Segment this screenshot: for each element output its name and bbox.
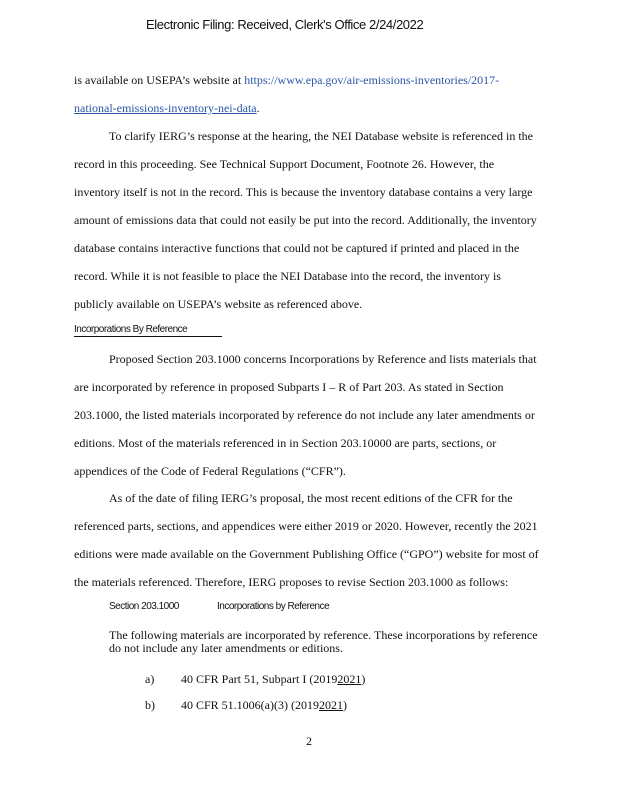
item-new-year: 2021 bbox=[319, 698, 343, 712]
para1-line: To clarify IERG’s response at the hearing, the NEI Database website is referenced in the bbox=[109, 129, 533, 143]
item-old-year: 2019 bbox=[313, 672, 338, 686]
item-new-year: 2021 bbox=[337, 672, 362, 686]
item-letter: a) bbox=[145, 672, 155, 686]
para2-line: Proposed Section 203.1000 concerns Incorporations by Reference and lists materials that bbox=[109, 352, 537, 366]
para2-line: appendices of the Code of Federal Regulations (“CFR”). bbox=[74, 464, 346, 478]
para1-line: inventory itself is not in the record. This is because the inventory database contains a very large bbox=[74, 185, 533, 199]
filing-stamp: Electronic Filing: Received, Clerk's Office 2/24/2022 bbox=[146, 17, 424, 32]
para1-line: record in this proceeding. See Technical Support Document, Footnote 26. However, the bbox=[74, 157, 495, 171]
continuation-text: is available on USEPA’s website at bbox=[74, 73, 242, 87]
continuation-line-2 bbox=[74, 101, 260, 116]
section-intro: The following materials are incorporated by reference. These incorporations by reference do not include any later amendments or editions. bbox=[109, 628, 538, 655]
para2-line: are incorporated by reference in proposed Subparts I – R of Part 203. As stated in Section bbox=[74, 380, 504, 394]
url-trailing: . bbox=[256, 101, 260, 115]
item-close: ) bbox=[343, 698, 347, 712]
para3-line: referenced parts, sections, and appendices were either 2019 or 2020. However, recently the 2021 bbox=[74, 519, 538, 533]
para1-line: publicly available on USEPA’s website as referenced above. bbox=[74, 297, 363, 311]
para2-line: 203.1000, the listed materials incorporated by reference do not include any later amendments or bbox=[74, 408, 535, 422]
item-old-year: 2019 bbox=[295, 698, 319, 712]
section-heading: Incorporations By Reference bbox=[74, 323, 222, 337]
para1-line: database contains interactive functions that could not be captured if printed and placed in the bbox=[74, 241, 520, 255]
item-text: 40 CFR Part 51, Subpart I ( bbox=[181, 672, 314, 686]
item-text: 40 CFR 51.1006(a)(3) ( bbox=[181, 698, 295, 712]
list-item bbox=[181, 698, 347, 713]
page-number: 2 bbox=[306, 734, 312, 748]
continuation-line bbox=[74, 73, 499, 88]
para3-line: editions were made available on the Government Publishing Office (“GPO”) website for most of bbox=[74, 547, 539, 561]
para3-line: As of the date of filing IERG’s proposal, the most recent editions of the CFR for the bbox=[109, 491, 513, 505]
para2-line: editions. Most of the materials referenced in in Section 203.10000 are parts, sections, or bbox=[74, 436, 497, 450]
item-close: ) bbox=[361, 672, 366, 686]
list-item bbox=[181, 672, 365, 687]
section-title: Incorporations by Reference bbox=[217, 601, 330, 612]
para1-line: amount of emissions data that could not easily be put into the record. Additionally, the inventory bbox=[74, 213, 537, 227]
nei-link-part1[interactable]: https://www.epa.gov/air-emissions-inventories/2017- bbox=[244, 73, 500, 87]
para3-line: the materials referenced. Therefore, IERG proposes to revise Section 203.1000 as follows: bbox=[74, 575, 509, 589]
section-number: Section 203.1000 bbox=[109, 601, 179, 612]
nei-link-part2[interactable]: national-emissions-inventory-nei-data bbox=[74, 101, 257, 115]
item-letter: b) bbox=[145, 698, 155, 712]
para1-line: record. While it is not feasible to place the NEI Database into the record, the inventory is bbox=[74, 269, 501, 283]
